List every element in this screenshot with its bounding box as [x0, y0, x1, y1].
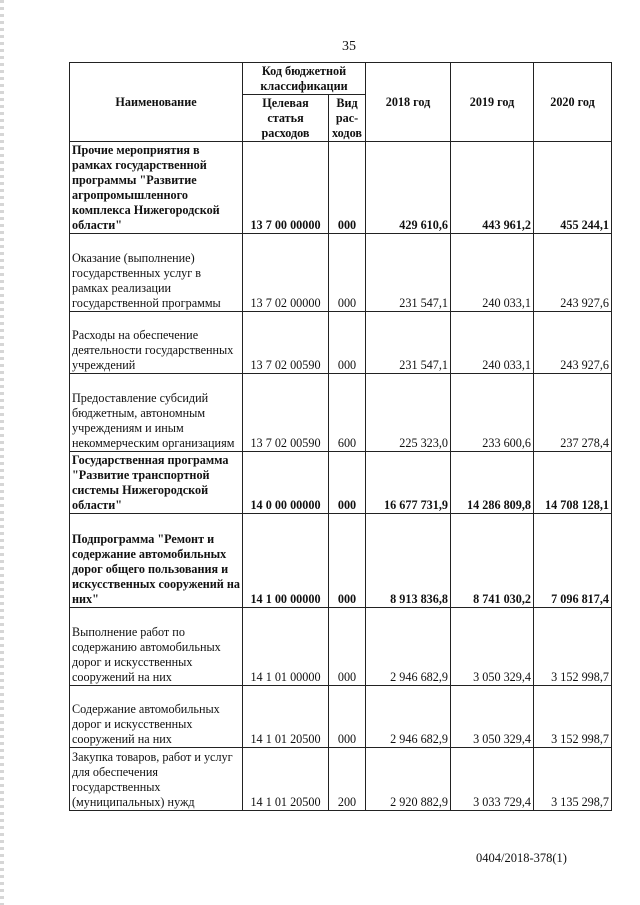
row-2019: 233 600,6	[451, 374, 534, 452]
table-row	[70, 686, 612, 748]
row-kind: 000	[329, 686, 366, 748]
page-number: 35	[342, 39, 356, 54]
row-2019: 14 286 809,8	[451, 452, 534, 514]
row-2019: 240 033,1	[451, 312, 534, 374]
header-2020: 2020 год	[534, 63, 612, 142]
header-code-group: Код бюджетной классификации	[243, 63, 366, 95]
row-2020: 243 927,6	[534, 234, 612, 312]
header-expense-kind: Вид рас-ходов	[329, 95, 366, 142]
row-kind: 600	[329, 374, 366, 452]
row-kind: 000	[329, 312, 366, 374]
row-code: 13 7 02 00590	[243, 374, 329, 452]
row-2018: 16 677 731,9	[366, 452, 451, 514]
row-code: 13 7 02 00000	[243, 234, 329, 312]
row-name: Оказание (выполнение) государственных услуг в рамках реализации государственной программы	[70, 234, 243, 312]
row-2019: 3 050 329,4	[451, 608, 534, 686]
row-2018: 2 946 682,9	[366, 686, 451, 748]
row-2018: 429 610,6	[366, 142, 451, 234]
document-code: 0404/2018-378(1)	[476, 851, 567, 865]
table-row	[70, 514, 612, 608]
row-name: Содержание автомобильных дорог и искусственных сооружений на них	[70, 686, 243, 748]
row-2018: 231 547,1	[366, 234, 451, 312]
row-2020: 455 244,1	[534, 142, 612, 234]
budget-table	[69, 62, 612, 811]
table-row	[70, 234, 612, 312]
row-kind: 000	[329, 452, 366, 514]
header-name: Наименование	[70, 63, 243, 142]
row-2020: 243 927,6	[534, 312, 612, 374]
row-2019: 240 033,1	[451, 234, 534, 312]
row-code: 14 1 01 20500	[243, 748, 329, 811]
row-name: Закупка товаров, работ и услуг для обеспечения государственных (муниципальных) нужд	[70, 748, 243, 811]
row-2020: 3 135 298,7	[534, 748, 612, 811]
header-2018: 2018 год	[366, 63, 451, 142]
row-2018: 2 920 882,9	[366, 748, 451, 811]
table-row	[70, 374, 612, 452]
table-row	[70, 748, 612, 811]
row-name: Прочие мероприятия в рамках государственной программы "Развитие агропромышленного комплекса Нижегородской области"	[70, 142, 243, 234]
row-2019: 3 050 329,4	[451, 686, 534, 748]
row-name: Предоставление субсидий бюджетным, автономным учреждениям и иным некоммерческим организациям	[70, 374, 243, 452]
row-code: 14 1 01 00000	[243, 608, 329, 686]
row-name: Выполнение работ по содержанию автомобильных дорог и искусственных сооружений на них	[70, 608, 243, 686]
row-2019: 3 033 729,4	[451, 748, 534, 811]
row-2020: 7 096 817,4	[534, 514, 612, 608]
row-2018: 225 323,0	[366, 374, 451, 452]
row-2018: 2 946 682,9	[366, 608, 451, 686]
row-2020: 14 708 128,1	[534, 452, 612, 514]
row-2018: 8 913 836,8	[366, 514, 451, 608]
row-name: Расходы на обеспечение деятельности государственных учреждений	[70, 312, 243, 374]
row-kind: 000	[329, 608, 366, 686]
table-row	[70, 452, 612, 514]
row-code: 14 1 00 00000	[243, 514, 329, 608]
row-2019: 443 961,2	[451, 142, 534, 234]
table-row	[70, 608, 612, 686]
row-2020: 237 278,4	[534, 374, 612, 452]
row-2020: 3 152 998,7	[534, 608, 612, 686]
row-kind: 000	[329, 234, 366, 312]
table-row	[70, 142, 612, 234]
row-name: Государственная программа "Развитие транспортной системы Нижегородской области"	[70, 452, 243, 514]
row-name: Подпрограмма "Ремонт и содержание автомобильных дорог общего пользования и искусственных сооружений на них"	[70, 514, 243, 608]
row-kind: 000	[329, 142, 366, 234]
row-code: 13 7 02 00590	[243, 312, 329, 374]
row-2018: 231 547,1	[366, 312, 451, 374]
scan-edge	[0, 0, 4, 905]
row-kind: 200	[329, 748, 366, 811]
row-code: 14 0 00 00000	[243, 452, 329, 514]
row-2020: 3 152 998,7	[534, 686, 612, 748]
row-kind: 000	[329, 514, 366, 608]
row-code: 14 1 01 20500	[243, 686, 329, 748]
row-code: 13 7 00 00000	[243, 142, 329, 234]
table-row	[70, 312, 612, 374]
header-2019: 2019 год	[451, 63, 534, 142]
header-row-top	[70, 63, 612, 95]
header-target-article: Целевая статья расходов	[243, 95, 329, 142]
row-2019: 8 741 030,2	[451, 514, 534, 608]
